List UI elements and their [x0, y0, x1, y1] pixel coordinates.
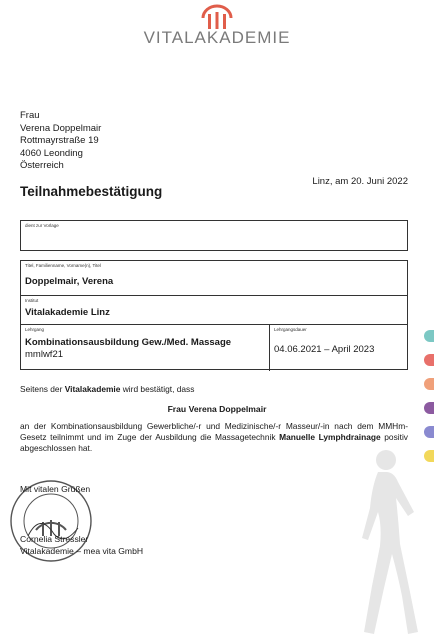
institut-label: Institut [25, 298, 39, 303]
statement-prefix: Seitens der [20, 384, 65, 394]
lehrgang-label: Lehrgang [25, 327, 45, 332]
dauer-value: 04.06.2021 – April 2023 [274, 344, 375, 355]
paragraph-start: an der Kombinationsausbildung Gewerbliche/-r und Medizinische/-r Masseur/-in nach dem MMHm-Gesetz teilnimmt und im Zuge der Ausbildung die Massagetechnik [20, 421, 408, 442]
name-row [21, 261, 407, 296]
recipient-address [20, 110, 101, 173]
dauer-cell [269, 325, 407, 371]
decor-dot [424, 330, 434, 342]
participant-table [20, 260, 408, 370]
address-line: Frau [20, 110, 40, 121]
lehrgang-code: mmlwf21 [25, 349, 64, 360]
technique-name: Manuelle Lymphdrainage [279, 432, 381, 442]
document-title: Teilnahmebestätigung [20, 184, 163, 199]
name-value: Doppelmair, Verena [25, 276, 114, 287]
address-line: Österreich [20, 160, 64, 171]
brand-name: VITALAKADEMIE [143, 28, 291, 47]
statement-intro [20, 384, 408, 395]
decor-dot [424, 378, 434, 390]
side-dots [424, 330, 434, 474]
signer-name: Cornelia Stressler [20, 534, 89, 544]
decor-dot [424, 354, 434, 366]
decor-dot [424, 450, 434, 462]
address-line: Verena Doppelmair [20, 122, 102, 134]
lehrgang-value: Kombinationsausbildung Gew./Med. Massage [25, 337, 232, 348]
decor-dot [424, 426, 434, 438]
company-name: Vitalakademie – mea vita GmbH [20, 546, 144, 556]
closing-greeting: Mit vitalen Grüßen [20, 484, 91, 494]
runner-silhouette-icon [342, 446, 422, 640]
statement-suffix: wird bestätigt, dass [120, 384, 195, 394]
address-line: 4060 Leonding [20, 147, 83, 159]
decor-dot [424, 402, 434, 414]
institut-value: Vitalakademie Linz [25, 307, 110, 318]
statement-org: Vitalakademie [64, 384, 121, 394]
dauer-label: Lehrgangsdauer [274, 327, 307, 332]
paragraph-end: positiv abgeschlossen hat. [20, 432, 408, 453]
institut-row [21, 296, 407, 325]
arch-columns-icon [200, 4, 234, 30]
person-name: Frau Verena Doppelmair [167, 404, 267, 414]
vorlage-box [20, 220, 408, 251]
document-date: Linz, am 20. Juni 2022 [312, 176, 408, 187]
lehrgang-row [21, 325, 407, 371]
brand-logo [0, 4, 434, 48]
vorlage-label: dient zur Vorlage [25, 223, 59, 228]
address-line: Rottmayrstraße 19 [20, 135, 99, 146]
name-label: Titel, Familienname, Vorname(n), Titel [25, 263, 101, 268]
